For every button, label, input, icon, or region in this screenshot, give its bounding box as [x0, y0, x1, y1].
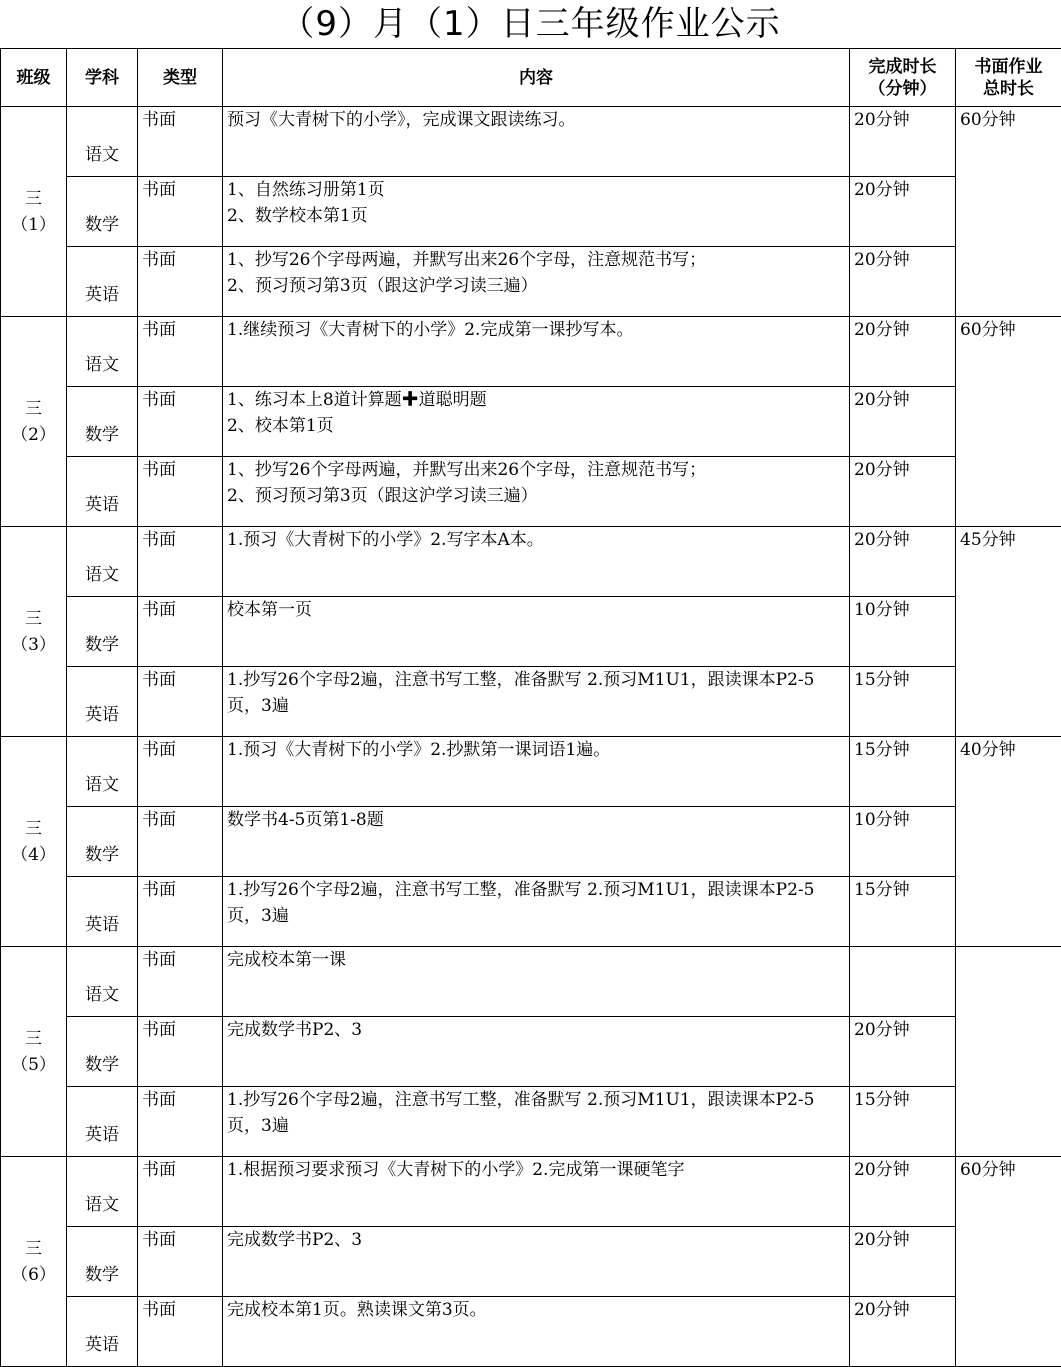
duration-cell: 20分钟: [850, 1297, 956, 1367]
page-title: （9）月（1）日三年级作业公示: [0, 0, 1061, 48]
type-cell: 书面: [138, 387, 223, 457]
content-cell: 1.预习《大青树下的小学》2.写字本A本。: [223, 527, 850, 597]
class-cell: [1, 947, 67, 1157]
subject-cell: 语文: [67, 107, 138, 177]
subject-cell: 语文: [67, 317, 138, 387]
class-grade: 三: [1, 396, 66, 422]
content-cell: 1、抄写26个字母两遍，并默写出来26个字母，注意规范书写； 2、预习预习第3页（跟这沪学习读三遍）: [223, 457, 850, 527]
subject-cell: 英语: [67, 1087, 138, 1157]
subject-cell: 英语: [67, 1297, 138, 1367]
type-cell: 书面: [138, 247, 223, 317]
duration-cell: 20分钟: [850, 1227, 956, 1297]
header-duration-line2: （分钟）: [850, 78, 955, 100]
class-grade: 三: [1, 1026, 66, 1052]
type-cell: 书面: [138, 527, 223, 597]
class-cell: [1, 527, 67, 737]
class-grade: 三: [1, 186, 66, 212]
duration-cell: 20分钟: [850, 1017, 956, 1087]
class-grade: 三: [1, 816, 66, 842]
duration-cell: 20分钟: [850, 177, 956, 247]
type-cell: 书面: [138, 1297, 223, 1367]
table-row: [1, 177, 1061, 247]
content-cell: 1.抄写26个字母2遍，注意书写工整，准备默写 2.预习M1U1，跟读课本P2-5页，3遍: [223, 1087, 850, 1157]
subject-cell: 语文: [67, 737, 138, 807]
header-class: 班级: [1, 49, 67, 107]
header-subject: 学科: [67, 49, 138, 107]
duration-cell: 20分钟: [850, 317, 956, 387]
header-content: 内容: [223, 49, 850, 107]
header-row: [1, 49, 1061, 107]
table-row: [1, 1017, 1061, 1087]
header-duration: [850, 49, 956, 107]
subject-cell: 语文: [67, 947, 138, 1017]
subject-cell: 数学: [67, 597, 138, 667]
type-cell: 书面: [138, 737, 223, 807]
subject-cell: 英语: [67, 457, 138, 527]
duration-cell: 20分钟: [850, 457, 956, 527]
duration-cell: 20分钟: [850, 247, 956, 317]
duration-cell: 20分钟: [850, 1157, 956, 1227]
content-cell: 1.根据预习要求预习《大青树下的小学》2.完成第一课硬笔字: [223, 1157, 850, 1227]
subject-cell: 语文: [67, 527, 138, 597]
class-number: （4）: [1, 842, 66, 868]
content-cell: 1.抄写26个字母2遍，注意书写工整，准备默写 2.预习M1U1，跟读课本P2-5页，3遍: [223, 667, 850, 737]
duration-cell: 10分钟: [850, 597, 956, 667]
header-total-line1: 书面作业: [956, 56, 1061, 78]
table-row: [1, 1297, 1061, 1367]
table-row: [1, 1157, 1061, 1227]
header-duration-line1: 完成时长: [850, 56, 955, 78]
type-cell: 书面: [138, 1157, 223, 1227]
content-cell: 完成数学书P2、3: [223, 1017, 850, 1087]
content-cell: 1.继续预习《大青树下的小学》2.完成第一课抄写本。: [223, 317, 850, 387]
class-cell: [1, 317, 67, 527]
subject-cell: 数学: [67, 387, 138, 457]
content-cell: 完成校本第1页。熟读课文第3页。: [223, 1297, 850, 1367]
table-row: [1, 667, 1061, 737]
content-cell: 完成校本第一课: [223, 947, 850, 1017]
table-row: [1, 1227, 1061, 1297]
type-cell: 书面: [138, 597, 223, 667]
table-row: [1, 597, 1061, 667]
type-cell: 书面: [138, 177, 223, 247]
class-number: （1）: [1, 212, 66, 238]
table-row: [1, 737, 1061, 807]
content-cell: 预习《大青树下的小学》，完成课文跟读练习。: [223, 107, 850, 177]
subject-cell: 数学: [67, 807, 138, 877]
table-row: [1, 947, 1061, 1017]
table-row: [1, 387, 1061, 457]
total-duration-cell: 60分钟: [956, 1157, 1061, 1367]
subject-cell: 数学: [67, 1017, 138, 1087]
subject-cell: 数学: [67, 177, 138, 247]
content-cell: 1.预习《大青树下的小学》2.抄默第一课词语1遍。: [223, 737, 850, 807]
header-type: 类型: [138, 49, 223, 107]
class-cell: [1, 737, 67, 947]
table-row: [1, 807, 1061, 877]
class-grade: 三: [1, 606, 66, 632]
table-row: [1, 107, 1061, 177]
class-grade: 三: [1, 1236, 66, 1262]
content-cell: 1.抄写26个字母2遍，注意书写工整，准备默写 2.预习M1U1，跟读课本P2-5页，3遍: [223, 877, 850, 947]
table-row: [1, 247, 1061, 317]
class-number: （5）: [1, 1052, 66, 1078]
homework-table: [0, 48, 1061, 1367]
duration-cell: 15分钟: [850, 737, 956, 807]
duration-cell: [850, 947, 956, 1017]
duration-cell: 20分钟: [850, 527, 956, 597]
table-row: [1, 317, 1061, 387]
content-cell: 1、自然练习册第1页 2、数学校本第1页: [223, 177, 850, 247]
subject-cell: 英语: [67, 877, 138, 947]
subject-cell: 英语: [67, 667, 138, 737]
type-cell: 书面: [138, 667, 223, 737]
duration-cell: 15分钟: [850, 1087, 956, 1157]
type-cell: 书面: [138, 457, 223, 527]
type-cell: 书面: [138, 107, 223, 177]
table-body: [1, 107, 1061, 1367]
table-row: [1, 1087, 1061, 1157]
type-cell: 书面: [138, 1227, 223, 1297]
class-number: （6）: [1, 1262, 66, 1288]
type-cell: 书面: [138, 317, 223, 387]
content-cell: 完成数学书P2、3: [223, 1227, 850, 1297]
total-duration-cell: 40分钟: [956, 737, 1061, 947]
table-row: [1, 527, 1061, 597]
duration-cell: 15分钟: [850, 877, 956, 947]
total-duration-cell: 60分钟: [956, 107, 1061, 317]
class-number: （2）: [1, 422, 66, 448]
type-cell: 书面: [138, 1087, 223, 1157]
duration-cell: 10分钟: [850, 807, 956, 877]
total-duration-cell: [956, 947, 1061, 1157]
type-cell: 书面: [138, 807, 223, 877]
type-cell: 书面: [138, 1017, 223, 1087]
table-row: [1, 457, 1061, 527]
header-total-line2: 总时长: [956, 78, 1061, 100]
total-duration-cell: 45分钟: [956, 527, 1061, 737]
class-cell: [1, 107, 67, 317]
content-cell: 数学书4-5页第1-8题: [223, 807, 850, 877]
subject-cell: 数学: [67, 1227, 138, 1297]
total-duration-cell: 60分钟: [956, 317, 1061, 527]
content-cell: 1、练习本上8道计算题✚道聪明题 2、校本第1页: [223, 387, 850, 457]
content-cell: 1、抄写26个字母两遍，并默写出来26个字母，注意规范书写； 2、预习预习第3页（跟这沪学习读三遍）: [223, 247, 850, 317]
subject-cell: 语文: [67, 1157, 138, 1227]
duration-cell: 20分钟: [850, 107, 956, 177]
duration-cell: 20分钟: [850, 387, 956, 457]
class-cell: [1, 1157, 67, 1367]
type-cell: 书面: [138, 947, 223, 1017]
table-row: [1, 877, 1061, 947]
header-total: [956, 49, 1061, 107]
duration-cell: 15分钟: [850, 667, 956, 737]
content-cell: 校本第一页: [223, 597, 850, 667]
type-cell: 书面: [138, 877, 223, 947]
subject-cell: 英语: [67, 247, 138, 317]
class-number: （3）: [1, 632, 66, 658]
